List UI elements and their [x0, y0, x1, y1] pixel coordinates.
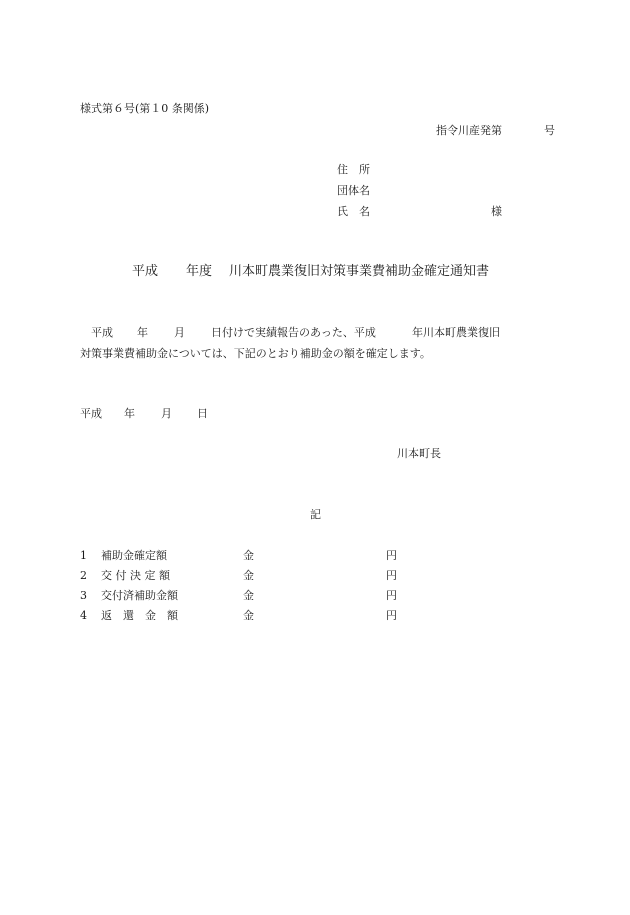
date-day: 日: [197, 407, 208, 420]
item-unit: 円: [386, 609, 397, 622]
title-year-unit: 年度: [186, 264, 213, 279]
body-line2: 対策事業費補助金については、下記のとおり補助金の額を確定します。: [80, 347, 431, 360]
item-number: 4: [80, 609, 87, 622]
item-number: 1: [80, 549, 87, 562]
item-currency: 金: [243, 549, 254, 562]
date-era: 平成: [80, 407, 102, 420]
group-label: 団体名: [337, 184, 370, 197]
doc-number-suffix: 号: [544, 124, 555, 137]
item-label: 交付済補助金額: [101, 589, 178, 602]
issuer: 川本町長: [397, 447, 441, 460]
body-line1-rest: 日付けで実績報告のあった、平成: [211, 326, 376, 339]
date-month: 月: [161, 407, 172, 420]
body-year: 年: [137, 326, 148, 339]
honorific: 様: [491, 205, 502, 218]
body-line1-rest2: 年川本町農業復旧: [412, 326, 500, 339]
item-unit: 円: [386, 569, 397, 582]
item-unit: 円: [386, 549, 397, 562]
item-number: 3: [80, 589, 87, 602]
title-era: 平成: [132, 264, 159, 279]
item-currency: 金: [243, 609, 254, 622]
item-unit: 円: [386, 589, 397, 602]
date-year: 年: [124, 407, 135, 420]
item-number: 2: [80, 569, 87, 582]
item-label: 返 還 金 額: [101, 609, 178, 622]
item-label: 交 付 決 定 額: [101, 569, 170, 582]
item-currency: 金: [243, 589, 254, 602]
form-label: 様式第６号(第１0 条関係): [80, 102, 210, 115]
name-label: 氏 名: [337, 205, 370, 218]
address-label: 住 所: [337, 163, 370, 176]
body-month: 月: [174, 326, 185, 339]
item-label: 補助金確定額: [101, 549, 167, 562]
page-title: 川本町農業復旧対策事業費補助金確定通知書: [229, 264, 490, 279]
ki-heading: 記: [310, 508, 321, 521]
item-currency: 金: [243, 569, 254, 582]
body-era: 平成: [91, 326, 113, 339]
doc-number-prefix: 指令川産発第: [436, 124, 502, 137]
